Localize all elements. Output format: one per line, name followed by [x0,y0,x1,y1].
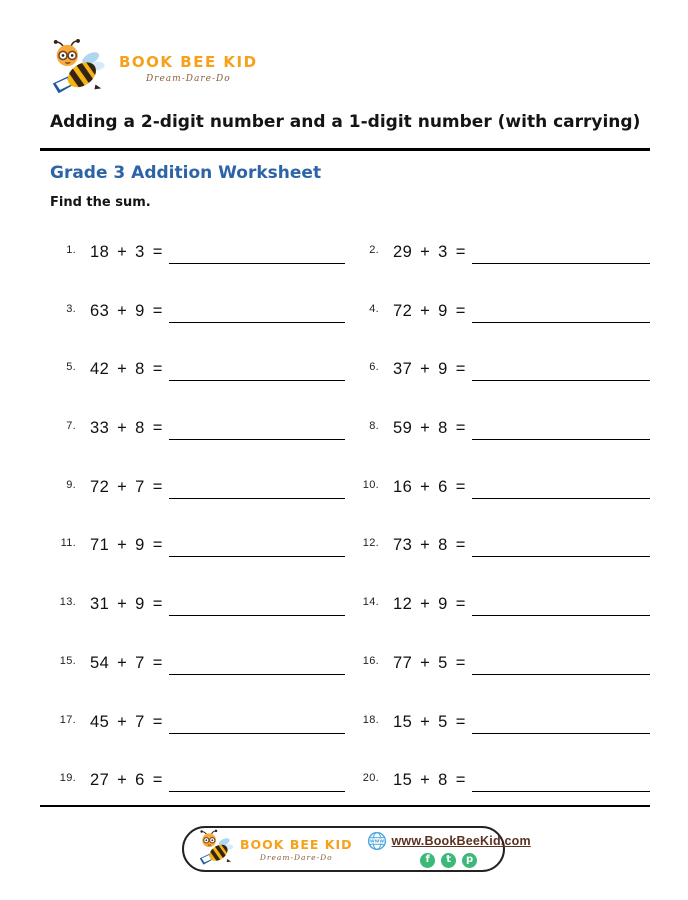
problem-expression: 63 + 9 = [90,301,163,320]
problem-4 [353,302,650,361]
brand-tagline: Dream-Dare-Do [145,74,231,84]
problem-expression: 12 + 9 = [393,595,466,614]
brand-text [119,38,258,84]
worksheet-subtitle: Grade 3 Addition Worksheet [50,163,322,183]
answer-blank [472,771,650,792]
answer-blank [472,360,650,381]
problem-10 [353,478,650,537]
worksheet-instruction: Find the sum. [50,195,151,210]
answer-blank [472,478,650,499]
bee-reading-book-icon [45,38,111,100]
pinterest-icon[interactable]: p [462,853,477,868]
problem-number: 11. [60,537,76,550]
problem-2 [353,243,650,302]
problem-expression: 77 + 5 = [393,653,466,672]
problem-expression: 29 + 3 = [393,243,466,261]
title-divider [40,148,650,151]
problem-expression: 72 + 9 = [393,301,466,320]
problem-number: 7. [66,420,76,433]
answer-blank [472,419,650,440]
problem-12 [353,536,650,595]
problem-7 [50,419,353,478]
problem-number: 20. [362,772,379,785]
problem-17 [50,713,353,772]
problem-expression: 59 + 8 = [393,419,466,438]
answer-blank [472,595,650,616]
problem-expression: 72 + 7 = [90,477,163,496]
answer-blank [472,536,650,557]
website-link[interactable]: www.BookBeeKid.com [391,833,531,848]
answer-blank [169,302,345,323]
problem-expression: 18 + 3 = [90,243,163,261]
answer-blank [169,536,345,557]
worksheet-title: Adding a 2-digit number and a 1-digit number (with carrying) [50,112,641,132]
answer-blank [169,360,345,381]
answer-blank [472,302,650,323]
problem-6 [353,360,650,419]
problem-number: 5. [66,361,76,374]
problem-expression: 71 + 9 = [90,536,163,555]
problem-number: 17. [59,713,76,726]
problem-9 [50,478,353,537]
problem-number: 3. [66,302,76,315]
problem-number: 10. [362,478,379,491]
answer-blank [472,654,650,675]
problem-number: 18. [362,713,379,726]
answer-blank [169,419,345,440]
problem-expression: 16 + 6 = [393,477,466,496]
problem-18 [353,713,650,772]
footer-brand [240,837,353,862]
brand-name: BOOK BEE KID [119,53,258,71]
problem-11 [50,536,353,595]
brand-name: BOOK BEE KID [240,836,353,852]
problem-expression: 37 + 9 = [393,360,466,379]
answer-blank [169,478,345,499]
footer-divider [40,805,650,807]
answer-blank [472,713,650,734]
answer-blank [169,243,345,264]
problem-8 [353,419,650,478]
problem-expression: 31 + 9 = [90,595,163,614]
problem-number: 4. [369,302,379,315]
social-icons-row [420,853,477,868]
problem-number: 1. [66,244,76,256]
problem-number: 6. [369,361,379,374]
problem-expression: 15 + 5 = [393,712,466,731]
problem-14 [353,595,650,654]
problem-15 [50,654,353,713]
header-logo [45,38,258,100]
problem-number: 8. [369,420,379,433]
problem-number: 14. [362,596,379,609]
problem-expression: 42 + 8 = [90,360,163,379]
answer-blank [169,654,345,675]
problem-19 [50,771,353,830]
bee-reading-book-icon [196,829,236,869]
footer-links [367,831,531,868]
facebook-icon[interactable]: f [420,853,435,868]
globe-www-icon [367,831,387,851]
problem-number: 16. [362,654,379,667]
answer-blank [169,771,345,792]
problem-16 [353,654,650,713]
problem-expression: 73 + 8 = [393,536,466,555]
problem-expression: 45 + 7 = [90,712,163,731]
answer-blank [169,595,345,616]
problem-number: 2. [369,244,379,256]
problem-expression: 15 + 8 = [393,771,466,790]
brand-tagline: Dream-Dare-Do [259,852,333,862]
twitter-icon[interactable]: t [441,853,456,868]
problem-expression: 27 + 6 = [90,771,163,790]
problem-1 [50,243,353,302]
globe-label: www [369,838,384,845]
problem-20 [353,771,650,830]
problem-number: 9. [66,478,76,491]
problem-13 [50,595,353,654]
problem-5 [50,360,353,419]
answer-blank [169,713,345,734]
problem-expression: 54 + 7 = [90,653,163,672]
problems-grid [50,243,650,830]
problem-number: 19. [59,772,76,785]
problem-number: 12. [362,537,379,550]
answer-blank [472,243,650,264]
problem-expression: 33 + 8 = [90,419,163,438]
problem-number: 15. [59,654,76,667]
problem-number: 13. [59,596,76,609]
footer-badge [182,826,531,872]
problem-3 [50,302,353,361]
